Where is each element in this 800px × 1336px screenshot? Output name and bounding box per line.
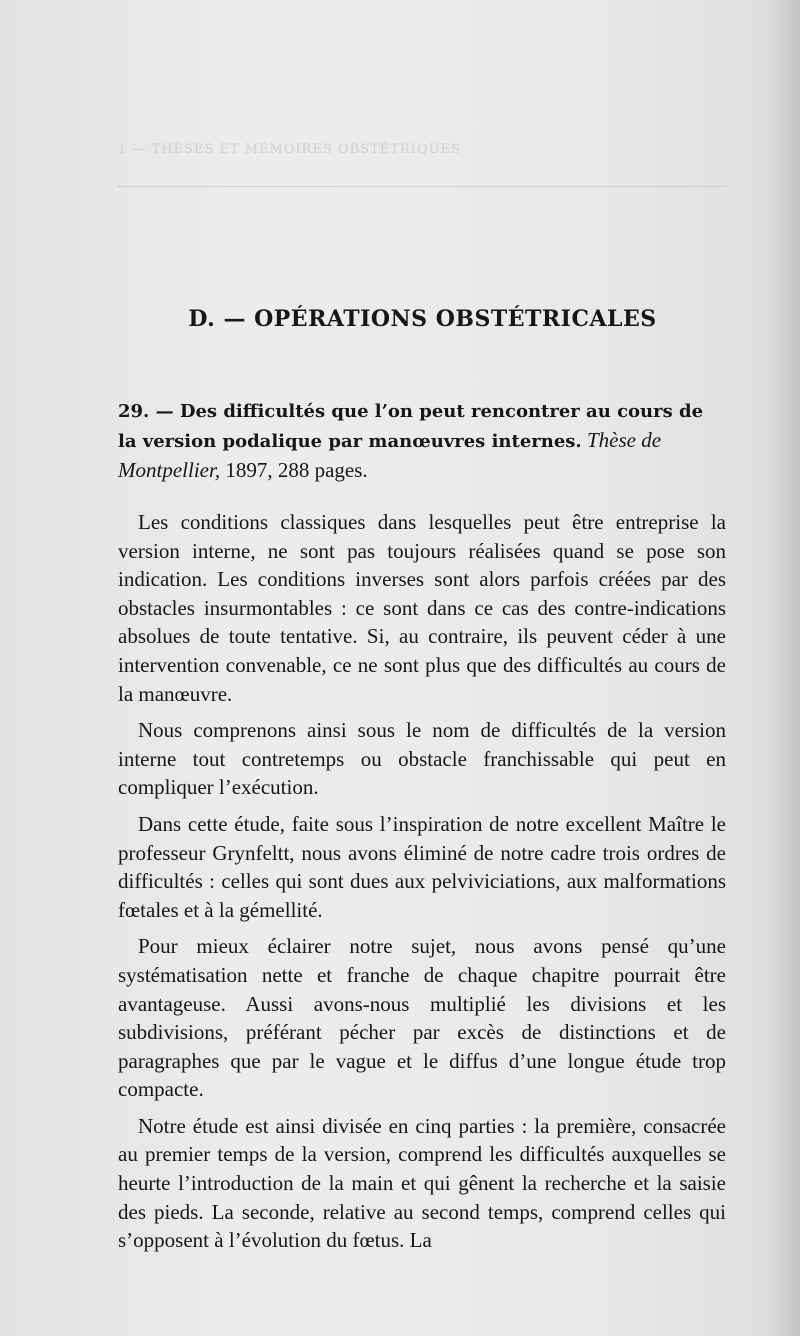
- bibliography-entry: [118, 396, 726, 484]
- faded-running-header: 1 — THÈSES ET MÉMOIRES OBSTÉTRIQUES: [118, 142, 461, 157]
- paragraph: Les conditions classiques dans lesquelles peut être entreprise la version interne, ne sont pas toujours réalisées quand se pose son indication. Les conditions inverses sont alors parfois créées par des obstacles insurmontables : ce sont dans ce cas des contre-indications absolues de toute tentative. Si, au contraire, ils peuvent céder à une intervention convenable, ce ne sont plus que des difficultés au cours de la manœuvre.: [118, 510, 726, 706]
- section-title: D. — OPÉRATIONS OBSTÉTRICALES: [188, 306, 657, 332]
- body-text: [118, 508, 726, 1263]
- header-rule: [118, 186, 726, 187]
- page-edge-shadow: [764, 0, 800, 1336]
- paragraph: Notre étude est ainsi divisée en cinq parties : la première, consacrée au premier temps de la version, comprend les difficultés auxquelles se heurte l’introduction de la main et qui gênent la recherche et la saisie des pieds. La seconde, relative au second temps, comprend celles qui s’opposent à l’évolution du fœtus. La: [118, 1113, 726, 1253]
- entry-pages: 1897, 288 pages.: [220, 458, 368, 482]
- entry-source: Thèse de Montpellier,: [118, 428, 662, 482]
- paragraph: Dans cette étude, faite sous l’inspiration de notre excellent Maître le professeur Grynfeltt, nous avons éliminé de notre cadre trois ordres de difficultés : celles qui sont dues aux pelviviciations, aux malformations fœtales et à la gémellité.: [118, 811, 726, 922]
- entry-title: Des difficultés que l’on peut rencontrer au cours de la version podalique par manœuvres internes.: [118, 401, 704, 452]
- paragraph: Nous comprenons ainsi sous le nom de difficultés de la version interne tout contretemps ou obstacle franchissable qui peut en compliquer l’exécution.: [118, 718, 726, 800]
- paragraph: Pour mieux éclairer notre sujet, nous avons pensé qu’une systématisation nette et franche de chaque chapitre pourrait être avantageuse. Aussi avons-nous multiplié les divisions et les subdivisions, préférant pécher par excès de distinctions et de paragraphes que par le vague et le diffus d’une longue étude trop compacte.: [118, 934, 726, 1102]
- entry-number: 29. —: [118, 401, 180, 422]
